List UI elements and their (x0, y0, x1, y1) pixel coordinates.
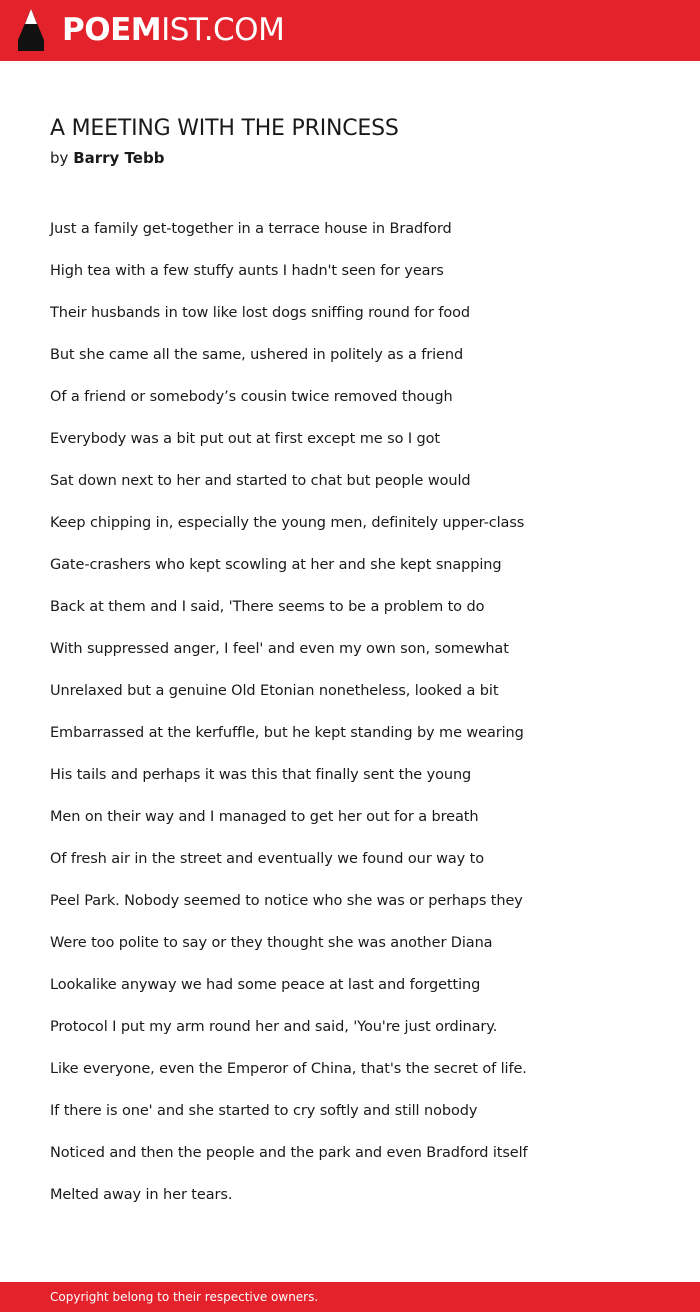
poem-line: Sat down next to her and started to chat but people would (50, 473, 471, 489)
logo-bold-text: POEM (62, 12, 162, 48)
poem-line: Embarrassed at the kerfuffle, but he kept standing by me wearing (50, 725, 524, 741)
copyright-text: Copyright belong to their respective owners. (50, 1290, 319, 1304)
poem-line: With suppressed anger, I feel' and even my own son, somewhat (50, 641, 509, 657)
poem-line: Like everyone, even the Emperor of China, that's the secret of life. (50, 1061, 527, 1077)
poem-line: Peel Park. Nobody seemed to notice who she was or perhaps they (50, 893, 523, 909)
site-footer (0, 1282, 700, 1312)
poem-line: Melted away in her tears. (50, 1187, 233, 1203)
poem-line: Of a friend or somebody’s cousin twice removed though (50, 389, 453, 405)
poem-line: Protocol I put my arm round her and said, 'You're just ordinary. (50, 1019, 498, 1035)
site-header (0, 0, 700, 61)
poem-title: A MEETING WITH THE PRINCESS (50, 116, 399, 141)
poem-line: If there is one' and she started to cry softly and still nobody (50, 1103, 478, 1119)
poem-body (50, 218, 650, 1226)
poem-line: Were too polite to say or they thought she was another Diana (50, 935, 493, 951)
site-logo[interactable] (62, 10, 284, 50)
by-label: by (50, 149, 69, 167)
poem-line: Keep chipping in, especially the young men, definitely upper-class (50, 515, 525, 531)
poem-line: But she came all the same, ushered in politely as a friend (50, 347, 464, 363)
poem-line: Their husbands in tow like lost dogs sniffing round for food (50, 305, 470, 321)
byline (50, 149, 164, 167)
poem-line: Gate-crashers who kept scowling at her and she kept snapping (50, 557, 502, 573)
logo-regular-text: IST.COM (161, 12, 285, 48)
poem-line: Noticed and then the people and the park and even Bradford itself (50, 1145, 528, 1161)
poem-line: Back at them and I said, 'There seems to be a problem to do (50, 599, 485, 615)
poem-line: Unrelaxed but a genuine Old Etonian nonetheless, looked a bit (50, 683, 499, 699)
poem-line: High tea with a few stuffy aunts I hadn't seen for years (50, 263, 444, 279)
author-name: Barry Tebb (73, 149, 165, 167)
poem-line: Of fresh air in the street and eventually we found our way to (50, 851, 484, 867)
poem-line: His tails and perhaps it was this that finally sent the young (50, 767, 472, 783)
poem-line: Men on their way and I managed to get her out for a breath (50, 809, 479, 825)
pencil-tip-icon[interactable] (17, 8, 45, 52)
poem-line: Everybody was a bit put out at first except me so I got (50, 431, 440, 447)
poem-line: Lookalike anyway we had some peace at last and forgetting (50, 977, 481, 993)
poem-line: Just a family get-together in a terrace house in Bradford (50, 221, 452, 237)
